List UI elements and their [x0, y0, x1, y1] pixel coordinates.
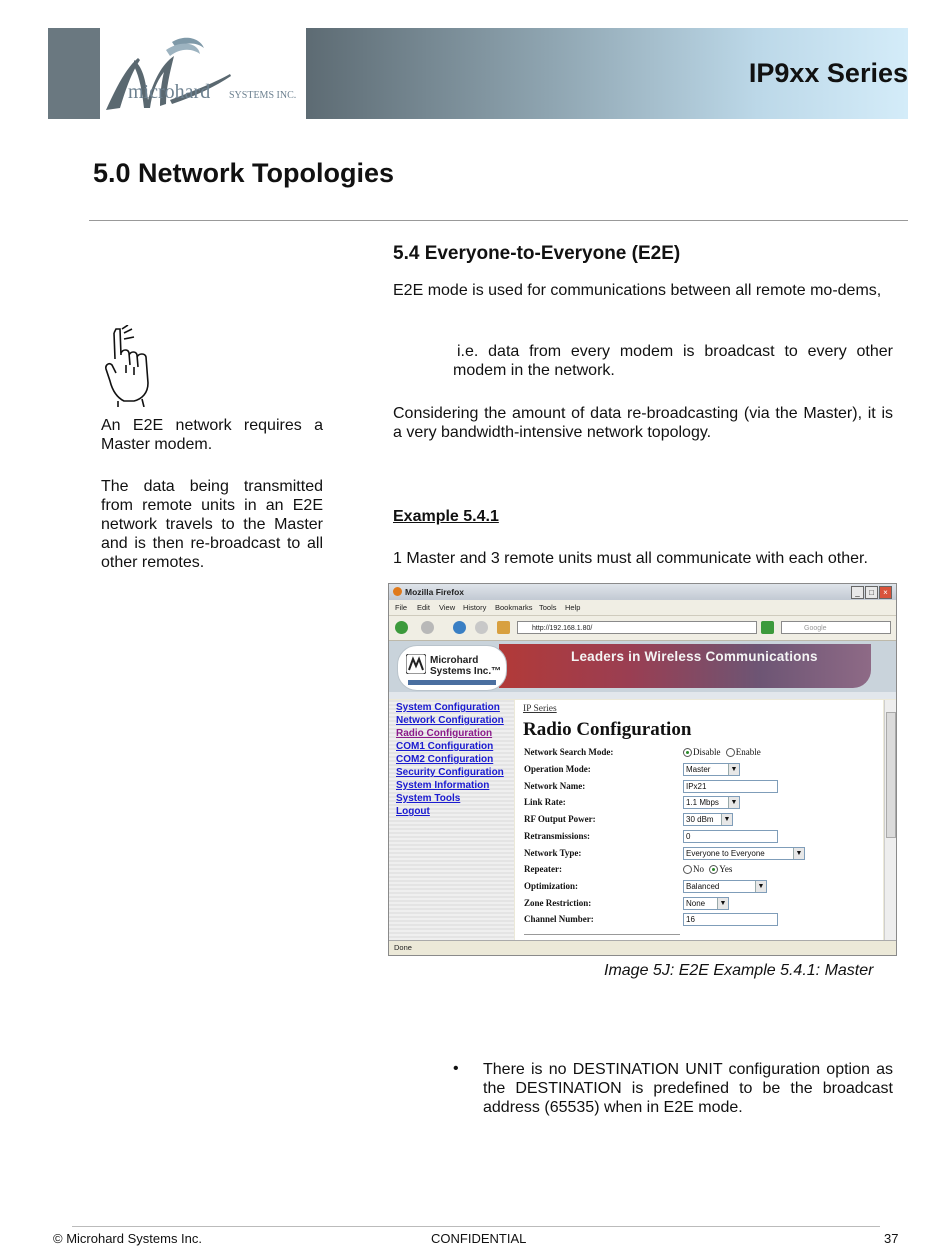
site-logo-line2: Systems Inc.™	[430, 666, 502, 677]
paragraph-example: 1 Master and 3 remote units must all communicate with each other.	[393, 550, 868, 567]
minimize-button[interactable]: _	[851, 586, 864, 599]
radio-disable-label: Disable	[693, 747, 721, 757]
chevron-down-icon: ▼	[755, 881, 766, 892]
menu-file[interactable]: File	[395, 603, 408, 612]
label-zone-restriction: Zone Restriction:	[524, 898, 592, 908]
retransmissions-input[interactable]: 0	[683, 830, 778, 843]
footer-divider	[72, 1226, 880, 1227]
search-box[interactable]: Google	[781, 621, 891, 634]
menu-help[interactable]: Help	[565, 603, 581, 612]
nav-system-information[interactable]: System Information	[396, 780, 490, 791]
rf-output-power-select[interactable]	[683, 813, 733, 826]
status-text: Done	[394, 943, 412, 952]
channel-number-input[interactable]: 16	[683, 913, 778, 926]
browser-screenshot	[388, 583, 897, 956]
network-search-mode-radios	[683, 747, 761, 757]
logo-word: microhard	[128, 81, 211, 103]
label-repeater: Repeater:	[524, 864, 562, 874]
sidebar-note-master: An E2E network requires a Master modem.	[101, 417, 323, 453]
maximize-button[interactable]: □	[865, 586, 878, 599]
label-optimization: Optimization:	[524, 881, 578, 891]
back-icon[interactable]	[395, 621, 408, 634]
go-icon[interactable]	[761, 621, 774, 634]
browser-status-bar	[389, 940, 896, 956]
paragraph-bandwidth: Considering the amount of data re-broadcasting (via the Master), it is a very bandwidth-intensive network topology.	[393, 405, 893, 441]
reload-icon[interactable]	[453, 621, 466, 634]
footer-confidential: CONFIDENTIAL	[431, 1231, 527, 1246]
paragraph-e2e-detail: i.e. data from every modem is broadcast to every other modem in the network.	[453, 343, 893, 379]
menu-view[interactable]: View	[439, 603, 456, 612]
label-network-name: Network Name:	[524, 781, 586, 791]
close-button[interactable]: ×	[879, 586, 892, 599]
navigation-toolbar	[389, 616, 896, 641]
menu-history[interactable]: History	[463, 603, 487, 612]
chevron-down-icon: ▼	[728, 797, 739, 808]
nav-system-configuration[interactable]: System Configuration	[396, 702, 500, 713]
site-logo	[397, 645, 507, 691]
bullet-icon: •	[453, 1060, 459, 1077]
url-bar[interactable]: http://192.168.1.80/	[517, 621, 757, 634]
radio-no-label: No	[693, 864, 704, 874]
chevron-down-icon: ▼	[721, 814, 732, 825]
paragraph-e2e-intro: E2E mode is used for communications between all remote mo-dems,	[393, 282, 882, 299]
rf-output-power-value: 30 dBm	[686, 815, 714, 824]
content-divider	[524, 934, 680, 935]
label-rf-output-power: RF Output Power:	[524, 814, 596, 824]
menu-edit[interactable]: Edit	[417, 603, 430, 612]
nav-system-tools[interactable]: System Tools	[396, 793, 461, 804]
radio-disable[interactable]	[683, 748, 692, 757]
window-titlebar	[389, 584, 896, 600]
site-logo-url-strip	[408, 680, 496, 685]
site-banner	[389, 641, 896, 699]
chevron-down-icon: ▼	[717, 898, 728, 909]
label-network-search-mode: Network Search Mode:	[524, 747, 614, 757]
network-name-input[interactable]: IPx21	[683, 780, 778, 793]
optimization-value: Balanced	[686, 882, 720, 891]
image-caption: Image 5J: E2E Example 5.4.1: Master	[604, 962, 874, 979]
network-type-select[interactable]	[683, 847, 805, 860]
firefox-icon	[393, 587, 402, 596]
label-retransmissions: Retransmissions:	[524, 831, 591, 841]
link-rate-value: 1.1 Mbps	[686, 798, 719, 807]
nav-security-configuration[interactable]: Security Configuration	[396, 767, 504, 778]
stop-icon[interactable]	[475, 621, 488, 634]
menu-tools[interactable]: Tools	[539, 603, 557, 612]
label-channel-number: Channel Number:	[524, 914, 594, 924]
microhard-logo-graphic	[100, 28, 306, 119]
label-network-type: Network Type:	[524, 848, 582, 858]
zone-restriction-value: None	[686, 899, 706, 908]
sidebar-note-rebroadcast: The data being transmitted from remote units in an E2E network travels to the Master and is then re-broadcast to all other remotes.	[101, 478, 323, 571]
link-rate-select[interactable]	[683, 796, 740, 809]
header-band-left	[48, 28, 100, 119]
radio-yes[interactable]	[709, 865, 718, 874]
forward-icon[interactable]	[421, 621, 434, 634]
radio-no[interactable]	[683, 865, 692, 874]
banner-tagline: Leaders in Wireless Communications	[571, 649, 818, 664]
operation-mode-value: Master	[686, 765, 711, 774]
chapter-title: 5.0 Network Topologies	[93, 158, 395, 188]
site-sidebar-nav	[389, 700, 514, 940]
network-type-value: Everyone to Everyone	[686, 849, 765, 858]
nav-logout[interactable]: Logout	[396, 806, 430, 817]
page-title: Radio Configuration	[523, 719, 692, 740]
home-icon[interactable]	[497, 621, 510, 634]
banner-bottom-strip	[389, 692, 896, 699]
chevron-down-icon: ▼	[793, 848, 804, 859]
radio-yes-label: Yes	[719, 864, 733, 874]
window-title: Mozilla Firefox	[405, 587, 465, 597]
menu-bookmarks[interactable]: Bookmarks	[495, 603, 533, 612]
label-operation-mode: Operation Mode:	[524, 764, 591, 774]
nav-com2-configuration[interactable]: COM2 Configuration	[396, 754, 494, 765]
footer-copyright: © Microhard Systems Inc.	[53, 1231, 203, 1246]
site-logo-text	[430, 655, 501, 677]
company-logo	[100, 28, 306, 119]
zone-restriction-select[interactable]	[683, 897, 729, 910]
site-logo-line1: Microhard	[430, 655, 479, 666]
repeater-radios	[683, 864, 732, 874]
bullet-note-destination: There is no DESTINATION UNIT configuration option as the DESTINATION is predefined to be the broadcast address (65535) when in E2E mode.	[483, 1061, 893, 1116]
breadcrumb[interactable]: IP Series	[523, 704, 557, 714]
chapter-divider	[89, 220, 908, 221]
pointing-hand-icon	[104, 325, 160, 407]
nav-network-configuration[interactable]: Network Configuration	[396, 715, 504, 726]
section-title: 5.4 Everyone-to-Everyone (E2E)	[393, 243, 681, 264]
label-link-rate: Link Rate:	[524, 797, 566, 807]
series-title: IP9xx Series	[748, 58, 908, 88]
radio-config-panel	[515, 700, 883, 940]
example-heading: Example 5.4.1	[393, 508, 499, 525]
logo-suffix: SYSTEMS INC.	[229, 90, 297, 101]
operation-mode-select[interactable]	[683, 763, 740, 776]
page-number: 37	[884, 1231, 899, 1246]
chevron-down-icon: ▼	[728, 764, 739, 775]
nav-radio-configuration[interactable]: Radio Configuration	[396, 728, 493, 739]
site-logo-mark-icon	[406, 654, 426, 674]
menu-bar	[389, 600, 896, 616]
optimization-select[interactable]	[683, 880, 767, 893]
nav-com1-configuration[interactable]: COM1 Configuration	[396, 741, 494, 752]
radio-enable-label: Enable	[735, 747, 761, 757]
radio-enable[interactable]	[726, 748, 735, 757]
scrollbar-thumb[interactable]	[886, 712, 896, 838]
